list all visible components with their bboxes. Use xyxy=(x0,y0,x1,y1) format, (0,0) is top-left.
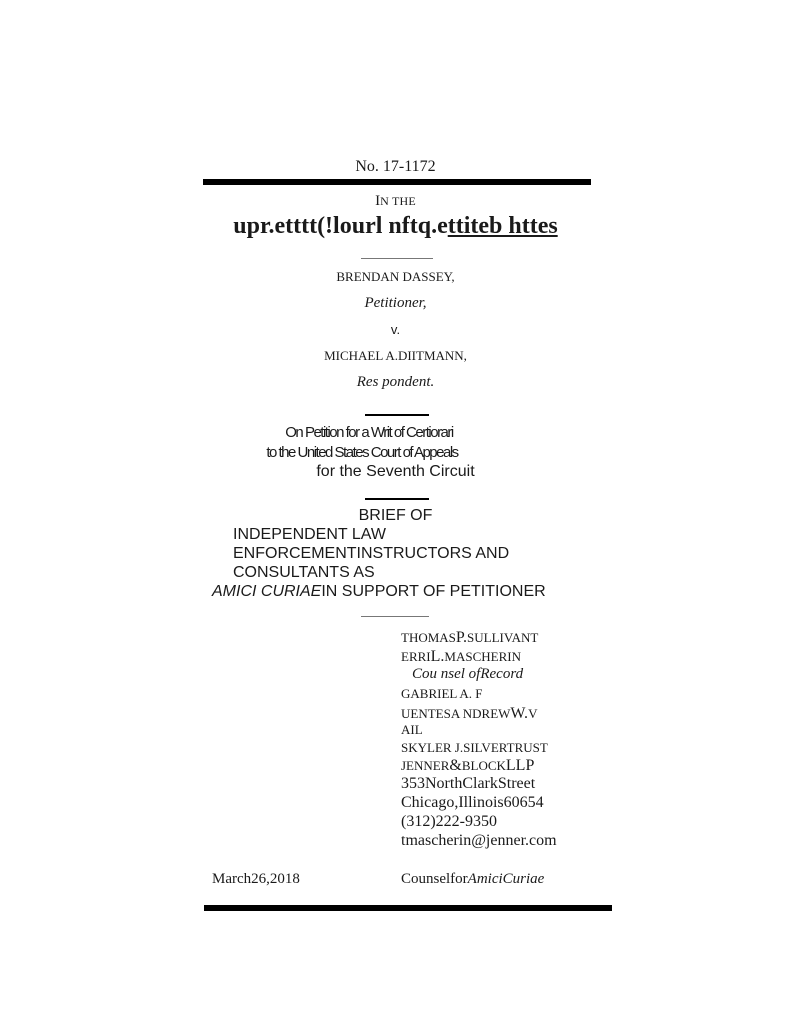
counsel-for-amici xyxy=(401,871,544,888)
brief-line-1: BRIEF OF xyxy=(358,507,433,524)
versus: v. xyxy=(390,322,401,337)
email-address: tmascherin@jenner.com xyxy=(401,832,557,849)
in-the-big: I xyxy=(375,193,381,209)
firm-d: LLP xyxy=(505,757,535,774)
counsel-of-record: Cou nsel ofRecord xyxy=(412,666,524,682)
top-thick-rule xyxy=(203,179,591,185)
respondent-role: Res pondent. xyxy=(356,374,435,390)
bottom-thick-rule xyxy=(204,905,612,911)
amici-curiae-footer: AmiciCuriae xyxy=(467,871,545,887)
firm-b: & xyxy=(449,757,462,774)
counsel-5a: UENTESA NDREW xyxy=(401,706,511,721)
brief-line-3: ENFORCEMENTINSTRUCTORS AND xyxy=(233,545,510,562)
respondent-name: MICHAEL A.DIITMANN, xyxy=(324,348,467,363)
phone-number: (312)222-9350 xyxy=(401,813,497,830)
counsel-5c: V xyxy=(528,706,538,721)
court-name-part1: upr.etttt(!lourl nftq.e xyxy=(233,213,448,239)
petitioner-role: Petitioner, xyxy=(364,295,427,311)
counsel-for-label: Counselfor xyxy=(401,871,468,887)
petition-line-1: On Petition for a Writ of Certiorari xyxy=(285,424,453,441)
firm-c: BLOCK xyxy=(461,758,506,773)
divider-2 xyxy=(361,616,429,617)
divider xyxy=(361,258,433,259)
counsel-2a: ERRI xyxy=(401,649,431,664)
in-the-heading xyxy=(0,193,791,210)
address-line-2: Chicago,Illinois60654 xyxy=(401,794,544,811)
short-rule-2 xyxy=(365,498,429,500)
counsel-line-2 xyxy=(401,648,521,666)
firm-name xyxy=(401,757,534,775)
counsel-line-7: SKYLER J.SILVERTRUST xyxy=(401,740,548,755)
counsel-5b: W. xyxy=(510,705,529,722)
brief-line-2: INDEPENDENT LAW xyxy=(233,526,386,543)
counsel-1a: THOMAS xyxy=(401,630,456,645)
court-name xyxy=(0,213,791,240)
court-name-part2: ttiteb httes xyxy=(447,213,558,239)
counsel-1c: SULLIVANT xyxy=(467,630,539,645)
short-rule-1 xyxy=(365,414,429,416)
in-the-small: N THE xyxy=(380,194,416,208)
counsel-line-6: AIL xyxy=(401,722,423,737)
brief-line-5 xyxy=(212,583,546,601)
counsel-line-5 xyxy=(401,705,537,723)
counsel-2b: L. xyxy=(430,648,445,665)
counsel-2c: MASCHERIN xyxy=(444,649,521,664)
brief-line-4: CONSULTANTS AS xyxy=(233,564,375,581)
firm-a: JENNER xyxy=(401,758,450,773)
counsel-line-4: GABRIEL A. F xyxy=(401,686,483,701)
docket-number: No. 17-1172 xyxy=(355,158,436,175)
amici-curiae-italic: AMICI CURIAE xyxy=(212,583,322,600)
petition-line-3: for the Seventh Circuit xyxy=(316,463,475,480)
counsel-line-1 xyxy=(401,629,538,647)
address-line-1: 353NorthClarkStreet xyxy=(401,775,536,792)
brief-line-5-rest: IN SUPPORT OF PETITIONER xyxy=(321,583,546,600)
counsel-1b: P. xyxy=(455,629,468,646)
filing-date: March26,2018 xyxy=(212,871,300,887)
petition-line-2: to the United States Court of Appeals xyxy=(266,444,458,461)
petitioner-name: BRENDAN DASSEY, xyxy=(336,269,455,284)
